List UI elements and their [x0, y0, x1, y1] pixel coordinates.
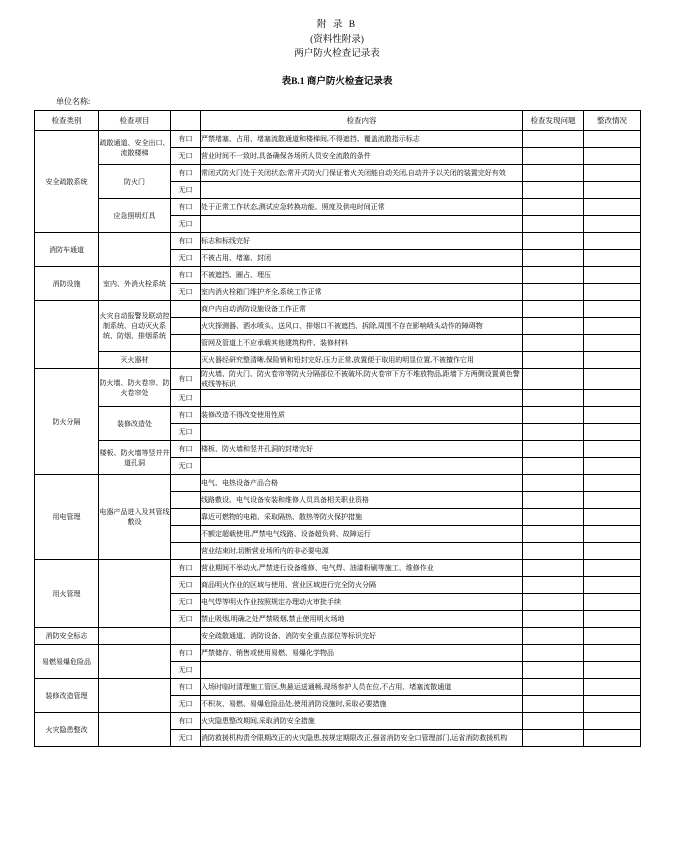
row-item: 装修改造处: [99, 407, 171, 441]
fix-status-cell[interactable]: [584, 424, 641, 441]
row-category: 易燃易爆危险品: [35, 645, 99, 679]
table-row: [35, 165, 641, 182]
row-category: [35, 301, 99, 369]
row-item: [99, 713, 171, 747]
row-category: 防火分隔: [35, 369, 99, 475]
content-cell: 线路敷设、电气设备安装和维修人员具备相关职业资格: [201, 492, 523, 509]
fix-status-cell[interactable]: [584, 594, 641, 611]
found-problem-cell[interactable]: [523, 369, 584, 390]
table-row: [35, 301, 641, 318]
content-cell: [201, 182, 523, 199]
table-row: [35, 352, 641, 369]
appendix-title: 两户防火检查记录表: [294, 49, 380, 60]
fix-status-cell[interactable]: [584, 199, 641, 216]
fix-status-cell[interactable]: [584, 301, 641, 318]
fix-status-cell[interactable]: [584, 662, 641, 679]
appendix-type: (资料性附录): [310, 34, 364, 45]
fix-status-cell[interactable]: [584, 492, 641, 509]
row-item: 防火门: [99, 165, 171, 199]
fix-status-cell[interactable]: [584, 131, 641, 148]
fix-status-cell[interactable]: [584, 284, 641, 301]
found-problem-cell[interactable]: [523, 492, 584, 509]
content-cell: 火灾探测器、洒水喷头、送风口、排烟口不被遮挡、拆除,周围不存在影响喷头动作的障碍物: [201, 318, 523, 335]
found-problem-cell[interactable]: [523, 131, 584, 148]
found-problem-cell[interactable]: [523, 543, 584, 560]
check-mark-cell[interactable]: 有口: [171, 407, 201, 424]
fix-status-cell[interactable]: [584, 645, 641, 662]
row-item: 防火墙、防火卷帘、防火卷帘处: [99, 369, 171, 407]
check-mark-cell[interactable]: 有口: [171, 645, 201, 662]
row-category: 消防车通道: [35, 233, 99, 267]
inspection-record-table: [34, 110, 641, 747]
fix-status-cell[interactable]: [584, 713, 641, 730]
fix-status-cell[interactable]: [584, 509, 641, 526]
found-problem-cell[interactable]: [523, 390, 584, 407]
content-cell: 管网及管道上不应承载其他建筑构件、装修材料: [201, 335, 523, 352]
fix-status-cell[interactable]: [584, 407, 641, 424]
found-problem-cell[interactable]: [523, 352, 584, 369]
fix-status-cell[interactable]: [584, 611, 641, 628]
check-mark-cell[interactable]: [171, 318, 201, 335]
content-cell: 严禁储存、销售或使用易燃、易爆化学物品: [201, 645, 523, 662]
fix-status-cell[interactable]: [584, 335, 641, 352]
found-problem-cell[interactable]: [523, 628, 584, 645]
content-cell: 室内消火栓箱门维护齐全,系统工作正常: [201, 284, 523, 301]
found-problem-cell[interactable]: [523, 662, 584, 679]
found-problem-cell[interactable]: [523, 424, 584, 441]
check-mark-cell[interactable]: 有口: [171, 165, 201, 182]
found-problem-cell[interactable]: [523, 458, 584, 475]
content-cell: 营业期间不举动火,严禁进行设备维修、电气焊、油漆粉刷等施工、维修作业: [201, 560, 523, 577]
table-row: [35, 407, 641, 424]
col-found: 检查发现问题: [523, 111, 584, 131]
content-cell: 消防救援机构责令限期改正的火灾隐患,按规定期限改正,强省消防安全口管理部门,运省消防救援机构: [201, 730, 523, 747]
fix-status-cell[interactable]: [584, 267, 641, 284]
content-cell: 标志和标线完好: [201, 233, 523, 250]
check-mark-cell[interactable]: 无口: [171, 662, 201, 679]
content-cell: 电气焊等明火作业按照规定办理动火审批手续: [201, 594, 523, 611]
fix-status-cell[interactable]: [584, 458, 641, 475]
check-mark-cell[interactable]: 无口: [171, 594, 201, 611]
check-mark-cell[interactable]: 有口: [171, 131, 201, 148]
content-cell: 火灾隐患整改期间,采取消防安全措施: [201, 713, 523, 730]
content-cell: [201, 458, 523, 475]
check-mark-cell[interactable]: 有口: [171, 369, 201, 390]
table-row: [35, 628, 641, 645]
table-row: [35, 233, 641, 250]
row-item: [99, 679, 171, 713]
col-item: 检查项目: [99, 111, 171, 131]
check-mark-cell[interactable]: 无口: [171, 458, 201, 475]
check-mark-cell[interactable]: 无口: [171, 424, 201, 441]
row-category: 装修改造管理: [35, 679, 99, 713]
row-category: 安全疏散系统: [35, 131, 99, 233]
row-category: 消防设施: [35, 267, 99, 301]
check-mark-cell[interactable]: 有口: [171, 441, 201, 458]
check-mark-cell[interactable]: 无口: [171, 577, 201, 594]
content-cell: [201, 662, 523, 679]
fix-status-cell[interactable]: [584, 250, 641, 267]
found-problem-cell[interactable]: [523, 182, 584, 199]
check-mark-cell[interactable]: [171, 509, 201, 526]
check-mark-cell[interactable]: [171, 628, 201, 645]
found-problem-cell[interactable]: [523, 645, 584, 662]
fix-status-cell[interactable]: [584, 730, 641, 747]
found-problem-cell[interactable]: [523, 713, 584, 730]
fix-status-cell[interactable]: [584, 148, 641, 165]
found-problem-cell[interactable]: [523, 577, 584, 594]
found-problem-cell[interactable]: [523, 730, 584, 747]
content-cell: 防火墙、防火门、防火卷帘等防火分隔部位不被破坏;防火卷帘下方不堆放物品,距墙下方两侧设置黄色警戒线等标识: [201, 369, 523, 390]
found-problem-cell[interactable]: [523, 594, 584, 611]
content-cell: 入场时临时清理施工管区,焦悬运送通畅,现场参护人员在位,不占用、堵塞流散通道: [201, 679, 523, 696]
table-body: [35, 131, 641, 747]
table-row: [35, 267, 641, 284]
fix-status-cell[interactable]: [584, 560, 641, 577]
fix-status-cell[interactable]: [584, 369, 641, 390]
content-cell: 营业结束时,切断营业场所内的非必要电源: [201, 543, 523, 560]
table-row: [35, 131, 641, 148]
fix-status-cell[interactable]: [584, 352, 641, 369]
check-mark-cell[interactable]: 有口: [171, 233, 201, 250]
content-cell: [201, 424, 523, 441]
col-content: 检查内容: [201, 111, 523, 131]
fix-status-cell[interactable]: [584, 165, 641, 182]
found-problem-cell[interactable]: [523, 165, 584, 182]
unit-name-label: 单位名称:: [56, 97, 91, 107]
check-mark-cell[interactable]: 有口: [171, 267, 201, 284]
fix-status-cell[interactable]: [584, 696, 641, 713]
fix-status-cell[interactable]: [584, 233, 641, 250]
found-problem-cell[interactable]: [523, 267, 584, 284]
row-item: [99, 628, 171, 645]
content-cell: 营业时间不一致时,具备确保各场所人员安全流散的条件: [201, 148, 523, 165]
check-mark-cell[interactable]: 无口: [171, 390, 201, 407]
appendix-label: 附 录 B: [316, 20, 358, 30]
content-cell: 商品明火作业的区域与使用、营业区域进行完全防火分隔: [201, 577, 523, 594]
content-cell: [201, 390, 523, 407]
table-header-row: [35, 111, 641, 131]
table-row: [35, 713, 641, 730]
found-problem-cell[interactable]: [523, 441, 584, 458]
fix-status-cell[interactable]: [584, 390, 641, 407]
content-cell: 处于正常工作状态,测试应急转换功能、照度及供电时间正常: [201, 199, 523, 216]
content-cell: 装修改造不得改变使用性质: [201, 407, 523, 424]
col-fix: 整改情况: [584, 111, 641, 131]
table-row: [35, 369, 641, 390]
check-mark-cell[interactable]: 无口: [171, 696, 201, 713]
row-item: 楼板、防火墙等竖井井道孔洞: [99, 441, 171, 475]
row-item: 应急照明灯具: [99, 199, 171, 233]
content-cell: 灭火器经研究整清晰,保险销和铅封完好,压力正常,放置便于取用的明显位置,不被擅作它用: [201, 352, 523, 369]
content-cell: 安全疏散通道、消防设备、消防安全重点部位等标识完好: [201, 628, 523, 645]
check-mark-cell[interactable]: [171, 475, 201, 492]
check-mark-cell[interactable]: 无口: [171, 182, 201, 199]
row-item: [99, 560, 171, 628]
found-problem-cell[interactable]: [523, 696, 584, 713]
table-row: [35, 645, 641, 662]
fix-status-cell[interactable]: [584, 543, 641, 560]
found-problem-cell[interactable]: [523, 335, 584, 352]
row-item: [99, 645, 171, 679]
row-item: 电器产品进入及其管线敷设: [99, 475, 171, 560]
appendix-header: [34, 18, 640, 62]
content-cell: 不被占用、堵塞、封闭: [201, 250, 523, 267]
col-check: [171, 111, 201, 131]
col-category: 检查类别: [35, 111, 99, 131]
fix-status-cell[interactable]: [584, 628, 641, 645]
content-cell: 商户内自动消防设施设备工作正常: [201, 301, 523, 318]
found-problem-cell[interactable]: [523, 679, 584, 696]
found-problem-cell[interactable]: [523, 509, 584, 526]
content-cell: 靠近可燃物的电箱、采取隔热、散热等防火保护措施: [201, 509, 523, 526]
check-mark-cell[interactable]: 无口: [171, 250, 201, 267]
check-mark-cell[interactable]: [171, 301, 201, 318]
row-category: 火灾隐患整改: [35, 713, 99, 747]
fix-status-cell[interactable]: [584, 216, 641, 233]
check-mark-cell[interactable]: [171, 526, 201, 543]
check-mark-cell[interactable]: 有口: [171, 713, 201, 730]
row-category: 消防安全标志: [35, 628, 99, 645]
check-mark-cell[interactable]: 有口: [171, 199, 201, 216]
found-problem-cell[interactable]: [523, 560, 584, 577]
content-cell: 禁止吸烟,明确之处严禁吸烟,禁止使用明火场地: [201, 611, 523, 628]
check-mark-cell[interactable]: 无口: [171, 611, 201, 628]
found-problem-cell[interactable]: [523, 250, 584, 267]
content-cell: 楼板、防火墙和竖井孔洞的封堵完好: [201, 441, 523, 458]
table-row: [35, 475, 641, 492]
table-row: [35, 560, 641, 577]
fix-status-cell[interactable]: [584, 318, 641, 335]
content-cell: 电气、电热设备产品合格: [201, 475, 523, 492]
content-cell: 不额定超载使用,严禁电气线路、设备超负荷、故障运行: [201, 526, 523, 543]
row-item: 室内、外消火栓系统: [99, 267, 171, 301]
row-item: 灭火器材: [99, 352, 171, 369]
table-row: [35, 199, 641, 216]
found-problem-cell[interactable]: [523, 148, 584, 165]
check-mark-cell[interactable]: 无口: [171, 730, 201, 747]
fix-status-cell[interactable]: [584, 182, 641, 199]
check-mark-cell[interactable]: 无口: [171, 284, 201, 301]
check-mark-cell[interactable]: 无口: [171, 148, 201, 165]
check-mark-cell[interactable]: 有口: [171, 560, 201, 577]
row-category: 用电管理: [35, 475, 99, 560]
content-cell: 常闭式防火门处于关闭状态;常开式防火门保证着火关闭能自动关闭,自动并予以关闭的装置完好有效: [201, 165, 523, 182]
fix-status-cell[interactable]: [584, 441, 641, 458]
found-problem-cell[interactable]: [523, 407, 584, 424]
row-category: 用火管理: [35, 560, 99, 628]
check-mark-cell[interactable]: [171, 335, 201, 352]
table-caption: 表B.1 商户防火检查记录表: [281, 77, 393, 88]
found-problem-cell[interactable]: [523, 301, 584, 318]
found-problem-cell[interactable]: [523, 284, 584, 301]
found-problem-cell[interactable]: [523, 216, 584, 233]
check-mark-cell[interactable]: [171, 492, 201, 509]
found-problem-cell[interactable]: [523, 233, 584, 250]
check-mark-cell[interactable]: [171, 352, 201, 369]
row-item: [99, 233, 171, 267]
fix-status-cell[interactable]: [584, 526, 641, 543]
content-cell: 严禁堵塞、占用、堵塞流散通道和楼梯间,不得遮挡、覆盖流散指示标志: [201, 131, 523, 148]
found-problem-cell[interactable]: [523, 475, 584, 492]
check-mark-cell[interactable]: [171, 543, 201, 560]
found-problem-cell[interactable]: [523, 318, 584, 335]
row-item: 火灾自动报警及联动控制系统、自动灭火系统、防烟、排烟系统: [99, 301, 171, 352]
fix-status-cell[interactable]: [584, 475, 641, 492]
table-row: [35, 679, 641, 696]
found-problem-cell[interactable]: [523, 611, 584, 628]
content-cell: 不被遮挡、圈占、埋压: [201, 267, 523, 284]
fix-status-cell[interactable]: [584, 679, 641, 696]
row-item: 疏散通道、安全出口、流散楼梯: [99, 131, 171, 165]
content-cell: [201, 216, 523, 233]
check-mark-cell[interactable]: 无口: [171, 216, 201, 233]
found-problem-cell[interactable]: [523, 526, 584, 543]
fix-status-cell[interactable]: [584, 577, 641, 594]
table-row: [35, 441, 641, 458]
found-problem-cell[interactable]: [523, 199, 584, 216]
content-cell: 不积灰、易燃、易爆危险品处,使用消防设施时,采取必要措施: [201, 696, 523, 713]
check-mark-cell[interactable]: 有口: [171, 679, 201, 696]
